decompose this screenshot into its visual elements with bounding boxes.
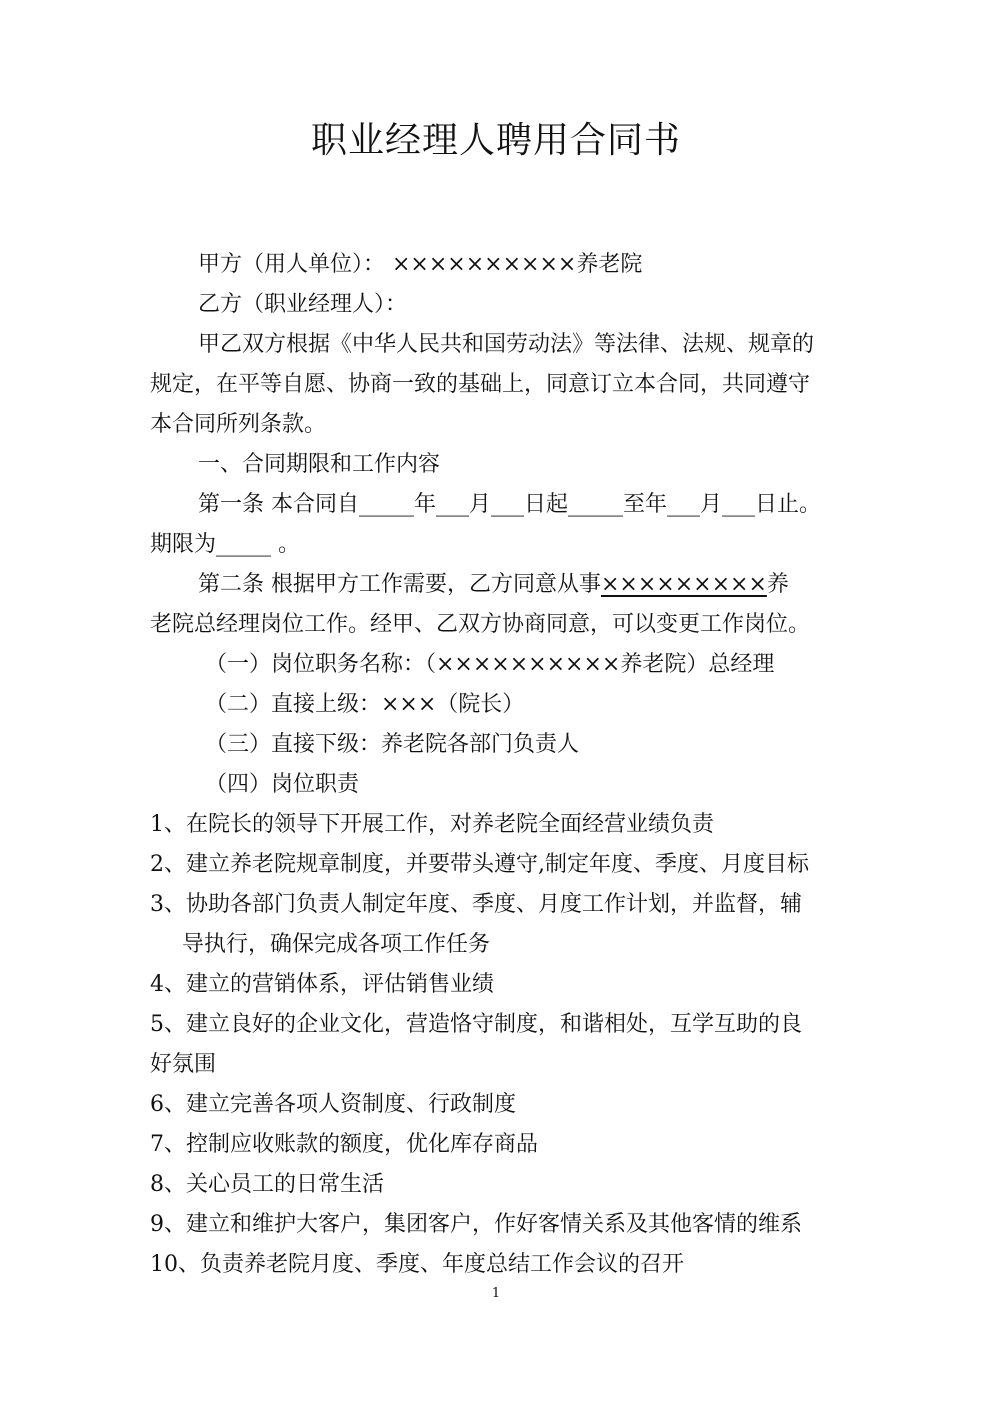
position-item: （二）直接上级：×××（院长）: [205, 692, 525, 717]
article-1-term-line: 期限为_____ 。: [150, 532, 300, 557]
duty-item: 4、建立的营销体系，评估销售业绩: [150, 972, 494, 997]
position-item: （一）岗位职务名称：（××××××××××养老院）总经理: [205, 652, 775, 677]
duty-item: 6、建立完善各项人资制度、行政制度: [150, 1092, 516, 1117]
document-title: 职业经理人聘用合同书: [310, 120, 681, 161]
duty-item: 2、建立养老院规章制度，并要带头遵守,制定年度、季度、月度目标: [150, 852, 809, 877]
article-1-line: 第一条 本合同自_____年___月___日起_____至年___月___日止。: [198, 492, 821, 517]
duty-item-continuation: 好氛围: [150, 1052, 217, 1077]
section-heading: 一、合同期限和工作内容: [198, 452, 441, 477]
position-item: （三）直接下级：养老院各部门负责人: [205, 732, 580, 757]
position-item: （四）岗位职责: [205, 772, 360, 797]
party-a-line: 甲方（用人单位）： ××××××××××养老院: [198, 252, 643, 277]
article-2-underlined-placeholder: ×××××××××: [601, 572, 767, 597]
preamble-line: 本合同所列条款。: [150, 412, 327, 437]
page-number: 1: [491, 1286, 501, 1301]
article-2-line: 老院总经理岗位工作。经甲、乙双方协商同意，可以变更工作岗位。: [150, 612, 811, 637]
duty-item: 10、负责养老院月度、季度、年度总结工作会议的召开: [150, 1252, 684, 1277]
article-2-prefix: 第二条 根据甲方工作需要，乙方同意从事: [198, 572, 601, 597]
duty-item: 5、建立良好的企业文化，营造恪守制度，和谐相处，互学互助的良: [150, 1012, 802, 1037]
article-2-line: [198, 565, 898, 605]
duty-item: 1、在院长的领导下开展工作，对养老院全面经营业绩负责: [150, 812, 714, 837]
party-b-line: 乙方（职业经理人）：: [198, 292, 408, 317]
duty-item: 9、建立和维护大客户，集团客户，作好客情关系及其他客情的维系: [150, 1212, 802, 1237]
article-2-suffix: 养: [766, 572, 789, 597]
duty-item: 3、协助各部门负责人制定年度、季度、月度工作计划，并监督，辅: [150, 892, 802, 917]
preamble-line: 规定，在平等自愿、协商一致的基础上，同意订立本合同，共同遵守: [150, 372, 811, 397]
duty-item: 8、关心员工的日常生活: [150, 1172, 384, 1197]
duty-item-continuation: 导执行，确保完成各项工作任务: [182, 932, 491, 957]
preamble-line: 甲乙双方根据《中华人民共和国劳动法》等法律、法规、规章的: [198, 332, 815, 357]
duty-item: 7、控制应收账款的额度，优化库存商品: [150, 1132, 538, 1157]
